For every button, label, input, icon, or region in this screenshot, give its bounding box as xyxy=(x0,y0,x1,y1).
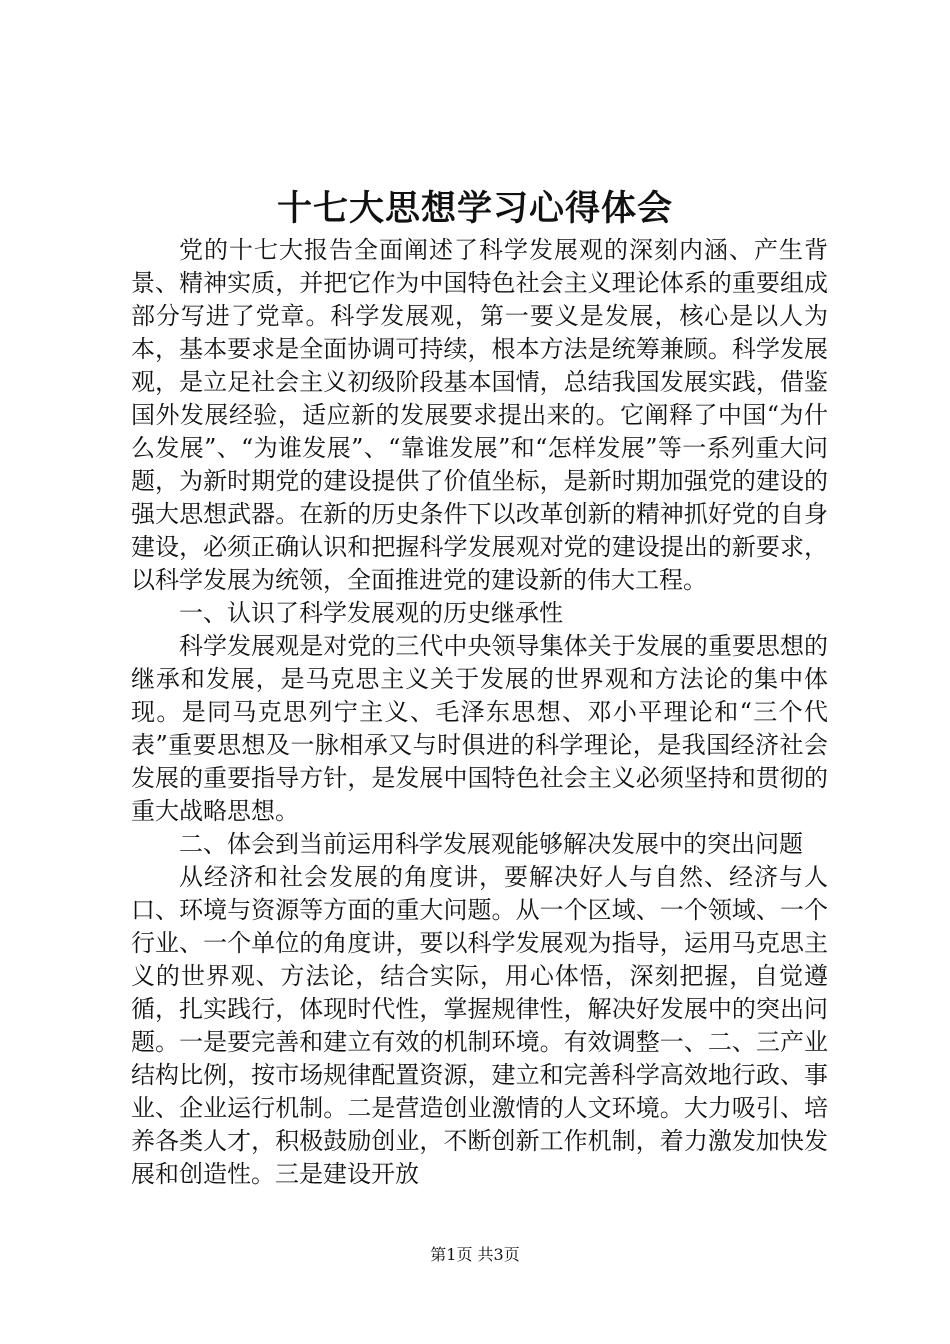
section-heading-2: 二、体会到当前运用科学发展观能够解决发展中的突出问题 xyxy=(179,830,803,858)
page-footer: 第1页 共3页 xyxy=(430,1245,520,1264)
paragraph-intro: 党的十七大报告全面阐述了科学发展观的深刻内涵、产生背景、精神实质，并把它作为中国特色社会主义理论体系的重要组成部分写进了党章。科学发展观，第一要义是发展，核心是以人为本，基本要求是全面协调可持续，根本方法是统筹兼顾。科学发展观，是立足社会主义初级阶段基本国情，总结我国发展实践，借鉴国外发展经验，适应新的发展要求提出来的。它阐释了中国“为什么发展”、“为谁发展”、“靠谁发展”和“怎样发展”等一系列重大问题，为新时期党的建设提供了价值坐标，是新时期加强党的建设的强大思想武器。在新的历史条件下以改革创新的精神抓好党的自身建设，必须正确认识和把握科学发展观对党的建设提出的新要求，以科学发展为统领，全面推进党的建设新的伟大工程。 xyxy=(131,236,828,594)
document-body xyxy=(131,234,828,1191)
paragraph-section-2: 从经济和社会发展的角度讲，要解决好人与自然、经济与人口、环境与资源等方面的重大问题。从一个区域、一个领域、一个行业、一个单位的角度讲，要以科学发展观为指导，运用马克思主义的世界观、方法论，结合实际，用心体悟，深刻把握，自觉遵循，扎实践行，体现时代性，掌握规律性，解决好发展中的突出问题。一是要完善和建立有效的机制环境。有效调整一、二、三产业结构比例，按市场规律配置资源，建立和完善科学高效地行政、事业、企业运行机制。二是营造创业激情的人文环境。大力吸引、培养各类人才，积极鼓励创业，不断创新工作机制，着力激发加快发展和创造性。三是建设开放 xyxy=(131,863,828,1188)
document-title: 十七大思想学习心得体会 xyxy=(276,188,673,229)
paragraph-section-1: 科学发展观是对党的三代中央领导集体关于发展的重要思想的继承和发展，是马克思主义关于发展的世界观和方法论的集中体现。是同马克思列宁主义、毛泽东思想、邓小平理论和“三个代表”重要思想及一脉相承又与时俱进的科学理论，是我国经济社会发展的重要指导方针，是发展中国特色社会主义必须坚持和贯彻的重大战略思想。 xyxy=(131,632,828,825)
section-heading-1: 一、认识了科学发展观的历史继承性 xyxy=(179,599,563,627)
